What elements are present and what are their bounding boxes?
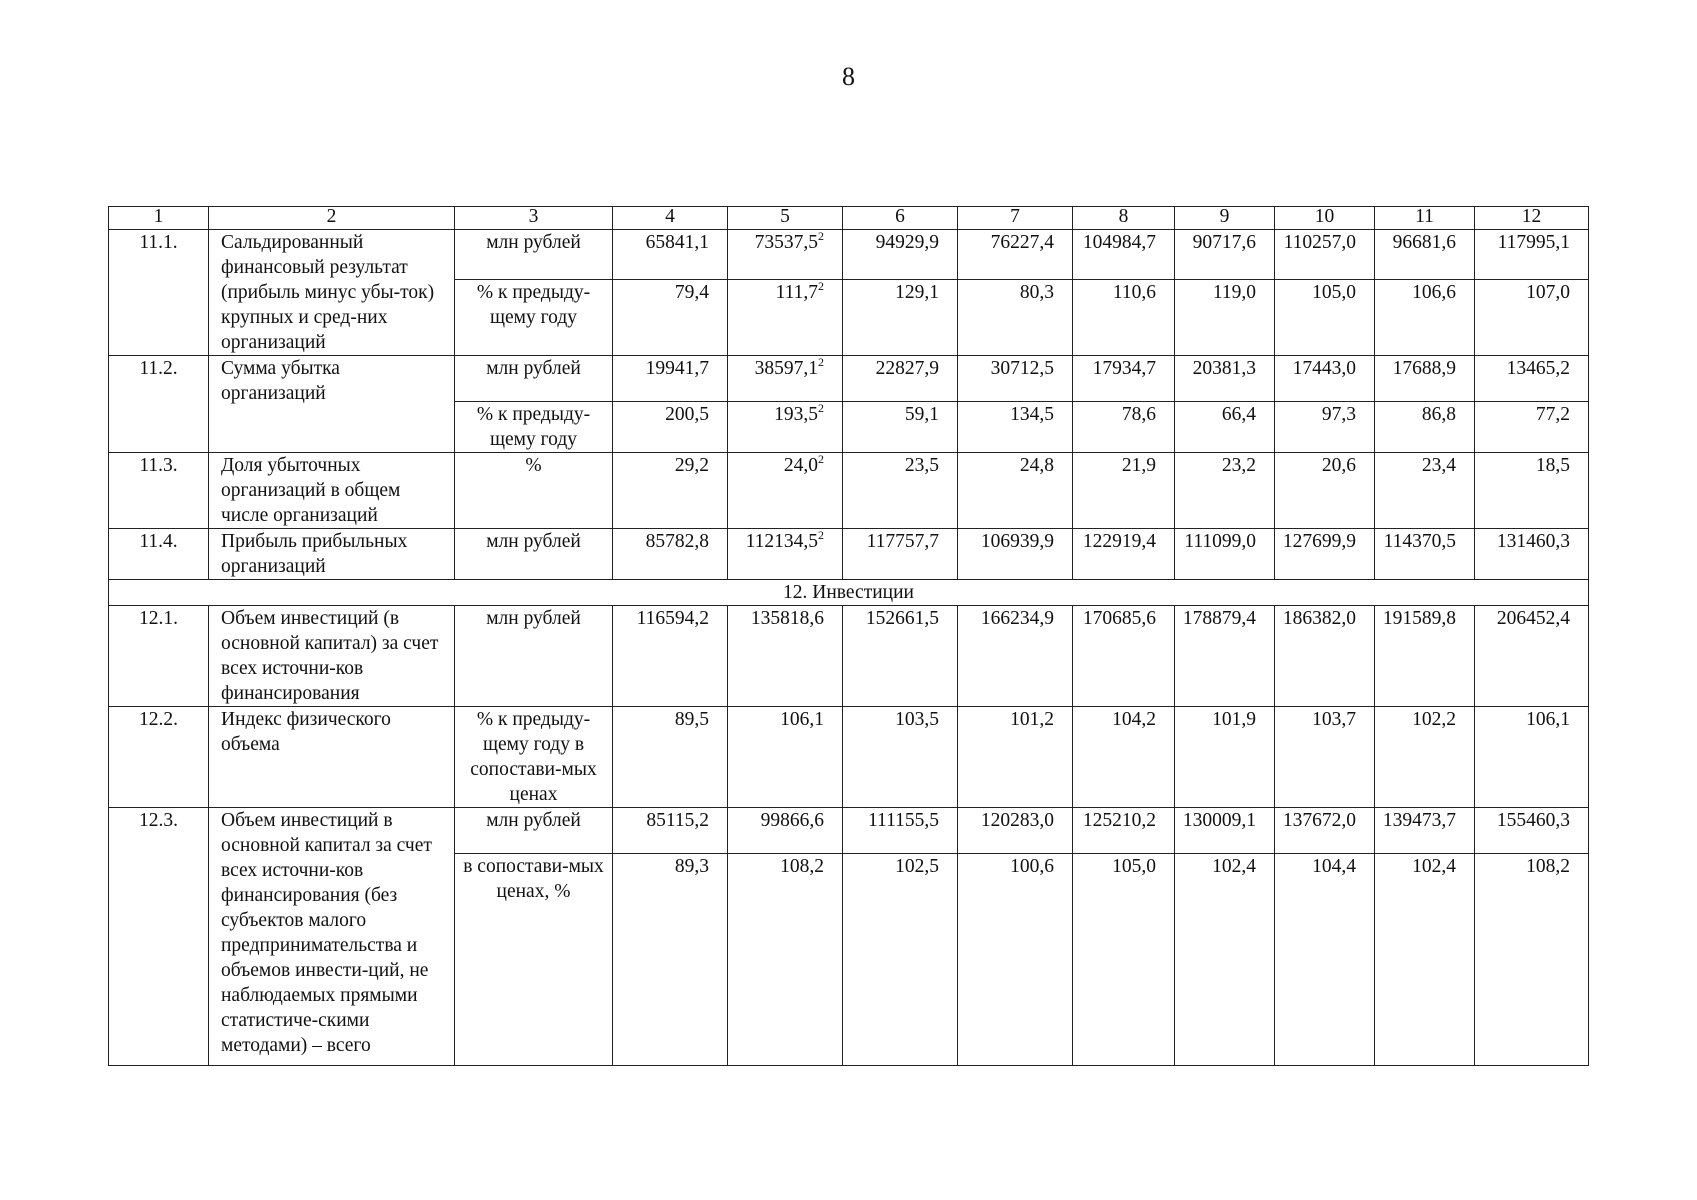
indicator-name: Сумма убытка организаций [209,356,455,453]
value-text: 102,4 [1212,856,1256,877]
value-text: 17934,7 [1092,358,1156,379]
footnote-marker: 2 [818,278,824,293]
value-text: 73537,5 [754,232,818,253]
value-cell [1175,230,1275,280]
value-cell [958,854,1073,1066]
value-text: 17443,0 [1292,358,1356,379]
value-text: 80,3 [1019,281,1054,303]
row-index: 11.2. [109,356,209,453]
row-index: 11.1. [109,230,209,356]
value-cell [1175,402,1275,453]
footnote-marker: 2 [818,452,824,466]
value-text: 24,8 [1019,455,1054,476]
value-cell [728,707,843,808]
value-text: 30712,5 [990,358,1054,379]
value-cell [1475,279,1589,355]
header-cell: 3 [455,207,613,230]
value-text: 186382,0 [1282,608,1356,629]
value-text: 22827,9 [875,358,939,379]
value-text: 100,6 [1010,856,1054,877]
value-text: 117995,1 [1497,232,1570,253]
value-cell [958,606,1073,707]
header-cell: 8 [1073,207,1175,230]
value-text: 200,5 [665,404,709,425]
row-index: 12.2. [109,707,209,808]
page-number: 8 [842,62,855,91]
indicator-name: Сальдированный финансовый результат (прибыль минус убы-ток) крупных и сред-них организаций [209,230,455,356]
value-cell [843,356,958,402]
value-text: 178879,4 [1182,608,1256,629]
value-cell [843,230,958,280]
value-cell [1475,453,1589,529]
value-text: 191589,8 [1382,608,1456,629]
value-cell [1475,230,1589,280]
value-text: 21,9 [1121,455,1156,476]
value-text: 104,4 [1312,856,1356,877]
value-cell [728,854,843,1066]
value-text: 125210,2 [1082,810,1156,831]
value-cell [1275,356,1375,402]
value-cell [613,606,728,707]
value-text: 79,4 [674,281,709,303]
header-cell: 1 [109,207,209,230]
value-text: 122919,4 [1082,531,1156,552]
value-text: 110257,0 [1283,232,1356,253]
indicator-name: Индекс физического объема [209,707,455,808]
value-text: 99866,6 [760,810,824,831]
table-row [109,808,1589,854]
value-text: 117757,7 [866,531,939,552]
value-cell [1375,402,1475,453]
value-cell [1073,707,1175,808]
value-cell [958,230,1073,280]
statistics-table [108,206,1589,1066]
section-row [109,580,1589,606]
value-text: 120283,0 [980,810,1054,831]
value-cell [1275,606,1375,707]
value-cell [958,808,1073,854]
header-cell: 12 [1475,207,1589,230]
footnote-marker: 2 [818,401,824,415]
value-text: 96681,6 [1392,232,1456,253]
value-cell [1175,453,1275,529]
value-cell [728,808,843,854]
header-cell: 2 [209,207,455,230]
value-text: 66,4 [1221,404,1256,425]
value-text: 104984,7 [1082,232,1156,253]
header-cell: 9 [1175,207,1275,230]
value-cell [1175,529,1275,580]
header-cell: 11 [1375,207,1475,230]
value-cell [613,356,728,402]
value-cell [1175,279,1275,355]
value-text: 129,1 [895,281,939,303]
value-cell [1175,356,1275,402]
value-cell [1073,529,1175,580]
value-text: 17688,9 [1392,358,1456,379]
value-text: 104,2 [1112,709,1156,730]
value-cell [1375,453,1475,529]
value-cell [1175,854,1275,1066]
value-cell [843,808,958,854]
value-cell [1073,402,1175,453]
value-cell [1375,279,1475,355]
value-cell [1073,606,1175,707]
value-cell [958,402,1073,453]
unit-cell: млн рублей [455,606,613,707]
value-text: 90717,6 [1192,232,1256,253]
value-text: 85115,2 [646,810,709,831]
value-cell [1073,453,1175,529]
row-index: 12.3. [109,808,209,1066]
indicator-name: Объем инвестиций в основной капитал за счет всех источни-ков финансирования (без субъектов малого предпринимательства и объемов инвести-ций, не наблюдаемых прямыми статистиче-скими методами) – всего [209,808,455,1066]
value-text: 102,5 [895,856,939,877]
value-text: 65841,1 [645,232,709,253]
indicator-name: Объем инвестиций (в основной капитал) за счет всех источни-ков финансирования [209,606,455,707]
section-title: 12. Инвестиции [109,580,1589,606]
value-cell [1073,854,1175,1066]
value-cell [728,529,843,580]
value-cell [843,279,958,355]
value-cell [1073,356,1175,402]
value-text: 134,5 [1010,404,1054,425]
value-text: 23,4 [1421,455,1456,476]
value-cell [728,279,843,355]
value-text: 116594,2 [636,608,709,629]
unit-cell: млн рублей [455,230,613,280]
value-text: 206452,4 [1496,608,1570,629]
value-cell [1275,402,1375,453]
value-cell [958,529,1073,580]
value-text: 86,8 [1421,404,1456,425]
value-text: 127699,9 [1282,531,1356,552]
header-cell: 5 [728,207,843,230]
unit-cell: в сопостави-мых ценах, % [455,854,613,1066]
table-row [109,529,1589,580]
value-cell [1275,707,1375,808]
value-cell [1375,808,1475,854]
value-text: 111099,0 [1184,531,1256,552]
value-text: 97,3 [1321,404,1356,425]
unit-cell: % к предыду-щему году [455,402,613,453]
value-text: 155460,3 [1496,810,1570,831]
value-cell [1375,230,1475,280]
value-text: 101,9 [1212,709,1256,730]
value-text: 105,0 [1312,281,1356,303]
value-text: 89,3 [674,856,709,877]
value-cell [1073,808,1175,854]
value-text: 29,2 [674,455,709,476]
value-cell [613,453,728,529]
value-cell [1475,402,1589,453]
value-cell [1275,279,1375,355]
header-cell: 4 [613,207,728,230]
value-cell [613,707,728,808]
value-cell [613,230,728,280]
value-cell [1475,808,1589,854]
value-text: 119,0 [1212,281,1256,303]
value-cell [1275,230,1375,280]
value-cell [1175,707,1275,808]
value-cell [958,356,1073,402]
value-cell [1475,854,1589,1066]
value-text: 193,5 [774,404,818,425]
value-cell [1475,529,1589,580]
value-text: 85782,8 [645,531,709,552]
value-text: 112134,5 [745,531,818,552]
unit-cell: млн рублей [455,529,613,580]
value-cell [1275,529,1375,580]
table-row [109,453,1589,529]
header-cell: 7 [958,207,1073,230]
value-cell [1073,230,1175,280]
row-index: 11.3. [109,453,209,529]
value-cell [843,606,958,707]
value-text: 131460,3 [1496,531,1570,552]
unit-cell: % к предыду-щему году в сопостави-мых ценах [455,707,613,808]
value-cell [613,279,728,355]
value-cell [843,402,958,453]
value-cell [958,453,1073,529]
value-cell [613,808,728,854]
value-text: 106939,9 [980,531,1054,552]
value-cell [843,529,958,580]
value-text: 77,2 [1535,404,1570,425]
value-text: 19941,7 [645,358,709,379]
value-text: 152661,5 [865,608,939,629]
value-cell [1175,606,1275,707]
value-cell [843,854,958,1066]
value-cell [1073,279,1175,355]
value-text: 114370,5 [1383,531,1456,552]
value-text: 106,6 [1412,281,1456,303]
value-text: 20381,3 [1192,358,1256,379]
value-cell [1275,453,1375,529]
value-text: 130009,1 [1182,810,1256,831]
value-text: 23,5 [904,455,939,476]
value-text: 106,1 [1526,709,1570,730]
value-cell [613,529,728,580]
value-cell [728,230,843,280]
value-text: 105,0 [1112,856,1156,877]
value-cell [728,356,843,402]
value-text: 94929,9 [875,232,939,253]
value-text: 166234,9 [980,608,1054,629]
header-cell: 10 [1275,207,1375,230]
unit-cell: % [455,453,613,529]
value-cell [728,402,843,453]
value-cell [1475,707,1589,808]
value-text: 108,2 [1526,856,1570,877]
value-text: 103,7 [1312,709,1356,730]
value-cell [1275,854,1375,1066]
table-row [109,707,1589,808]
value-text: 23,2 [1221,455,1256,476]
value-text: 110,6 [1112,281,1156,303]
value-cell [1375,707,1475,808]
value-text: 24,0 [783,455,818,476]
value-cell [728,606,843,707]
value-cell [1475,606,1589,707]
value-cell [1375,529,1475,580]
footnote-marker: 2 [818,528,824,542]
value-text: 76227,4 [990,232,1054,253]
value-text: 59,1 [904,404,939,425]
value-cell [613,854,728,1066]
unit-cell: млн рублей [455,356,613,402]
indicator-name: Прибыль прибыльных организаций [209,529,455,580]
value-cell [1375,356,1475,402]
value-cell [1475,356,1589,402]
value-text: 13465,2 [1506,358,1570,379]
value-text: 111155,5 [868,810,939,831]
row-index: 12.1. [109,606,209,707]
value-text: 139473,7 [1382,810,1456,831]
value-text: 78,6 [1121,404,1156,425]
value-cell [958,707,1073,808]
value-text: 18,5 [1535,455,1570,476]
footnote-marker: 2 [818,229,824,243]
value-cell [843,707,958,808]
value-text: 102,4 [1412,856,1456,877]
unit-cell: % к предыду-щему году [455,279,613,355]
table-row [109,606,1589,707]
row-index: 11.4. [109,529,209,580]
value-text: 107,0 [1526,281,1570,303]
table-row [109,356,1589,402]
value-text: 111,7 [775,281,818,303]
value-cell [728,453,843,529]
value-text: 137672,0 [1282,810,1356,831]
value-text: 102,2 [1412,709,1456,730]
table-row [109,230,1589,280]
value-cell [958,279,1073,355]
footnote-marker: 2 [818,355,824,369]
value-cell [613,402,728,453]
value-text: 135818,6 [750,608,824,629]
value-text: 20,6 [1321,455,1356,476]
value-cell [1375,606,1475,707]
value-text: 103,5 [895,709,939,730]
unit-cell: млн рублей [455,808,613,854]
value-text: 89,5 [674,709,709,730]
indicator-name: Доля убыточных организаций в общем числе организаций [209,453,455,529]
header-cell: 6 [843,207,958,230]
value-text: 101,2 [1010,709,1054,730]
value-cell [1175,808,1275,854]
value-text: 38597,1 [754,358,818,379]
value-text: 106,1 [780,709,824,730]
value-cell [1275,808,1375,854]
value-text: 170685,6 [1082,608,1156,629]
value-cell [1375,854,1475,1066]
header-row [109,207,1589,230]
value-cell [843,453,958,529]
value-text: 108,2 [780,856,824,877]
